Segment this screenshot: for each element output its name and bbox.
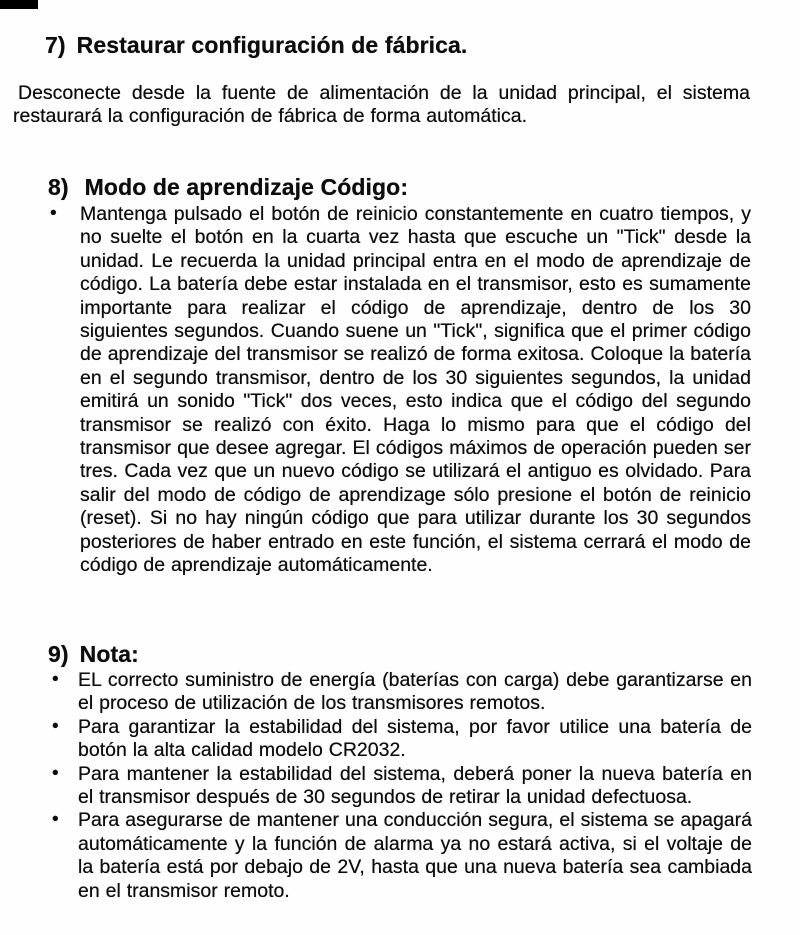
section-7-paragraph: Desconecte desde la fuente de alimentación de la unidad principal, el sistema restaurará la configuración de fábrica de forma automática. <box>13 82 750 128</box>
bullet-text: Mantenga pulsado el botón de reinicio constantemente en cuatro tiempos, y no suelte el botón en la cuarta vez hasta que escuche un "Tick" desde la unidad. Le recuerda la unidad principal entra en el modo de aprendizaje de código. La batería debe estar instalada en el transmisor, esto es sumamente importante para realizar el código de aprendizaje, dentro de los 30 siguientes segundos. Cuando suene un "Tick", significa que el primer código de aprendizaje del transmisor se realizó de forma exitosa. Coloque la batería en el segundo transmisor, dentro de los 30 siguientes segundos, la unidad emitirá un sonido "Tick" dos veces, esto indica que el código del segundo transmisor se realizó con éxito. Haga lo mismo para que el código del transmisor que desee agregar. El códigos máximos de operación pueden ser tres. Cada vez que un nuevo código se utilizará el antiguo es olvidado. Para salir del modo de código de aprendizage sólo presione el botón de reinicio (reset). Si no hay ningún código que para utilizar durante los 30 segundos posteriores de haber entrado en este función, el sistema cerrará el modo de código de aprendizaje automáticamente. <box>80 203 751 577</box>
bullet-text: EL correcto suministro de energía (baterías con carga) debe garantizarse en el proceso de utilización de los transmisores remotos. <box>78 669 752 715</box>
bullet-text: Para mantener la estabilidad del sistema, deberá poner la nueva batería en el transmisor después de 30 segundos de retirar la unidad defectuosa. <box>78 762 752 809</box>
section-8-title: Modo de aprendizaje Código: <box>84 174 409 200</box>
list-item <box>50 716 752 763</box>
list-item <box>48 203 751 578</box>
section-9-title: Nota: <box>79 641 139 667</box>
section-8-bullet-list <box>48 203 751 578</box>
section-8-heading <box>48 173 408 201</box>
section-9-bullet-list <box>50 669 752 903</box>
scan-artifact-mark <box>0 0 38 9</box>
bullet-text: Para asegurarse de mantener una conducción segura, el sistema se apagará automáticamente y la función de alarma ya no estará activa, si el voltaje de la batería está por debajo de 2V, hasta que una nueva batería sea cambiada en el transmisor remoto. <box>78 809 752 902</box>
section-9-number: 9) <box>48 641 69 667</box>
section-7-number: 7) <box>45 32 66 58</box>
list-item <box>50 669 752 716</box>
bullet-icon: • <box>50 203 57 224</box>
list-item <box>50 763 752 810</box>
bullet-icon: • <box>52 715 59 737</box>
bullet-icon: • <box>52 669 59 690</box>
section-7-title: Restaurar configuración de fábrica. <box>76 32 468 58</box>
section-9-heading <box>48 640 139 668</box>
bullet-icon: • <box>52 809 59 831</box>
list-item <box>50 809 752 903</box>
section-7-heading <box>45 31 467 59</box>
bullet-text: Para garantizar la estabilidad del sistema, por favor utilice una batería de botón la alta calidad modelo CR2032. <box>78 715 752 762</box>
section-8-number: 8) <box>48 174 69 200</box>
bullet-icon: • <box>52 762 59 784</box>
